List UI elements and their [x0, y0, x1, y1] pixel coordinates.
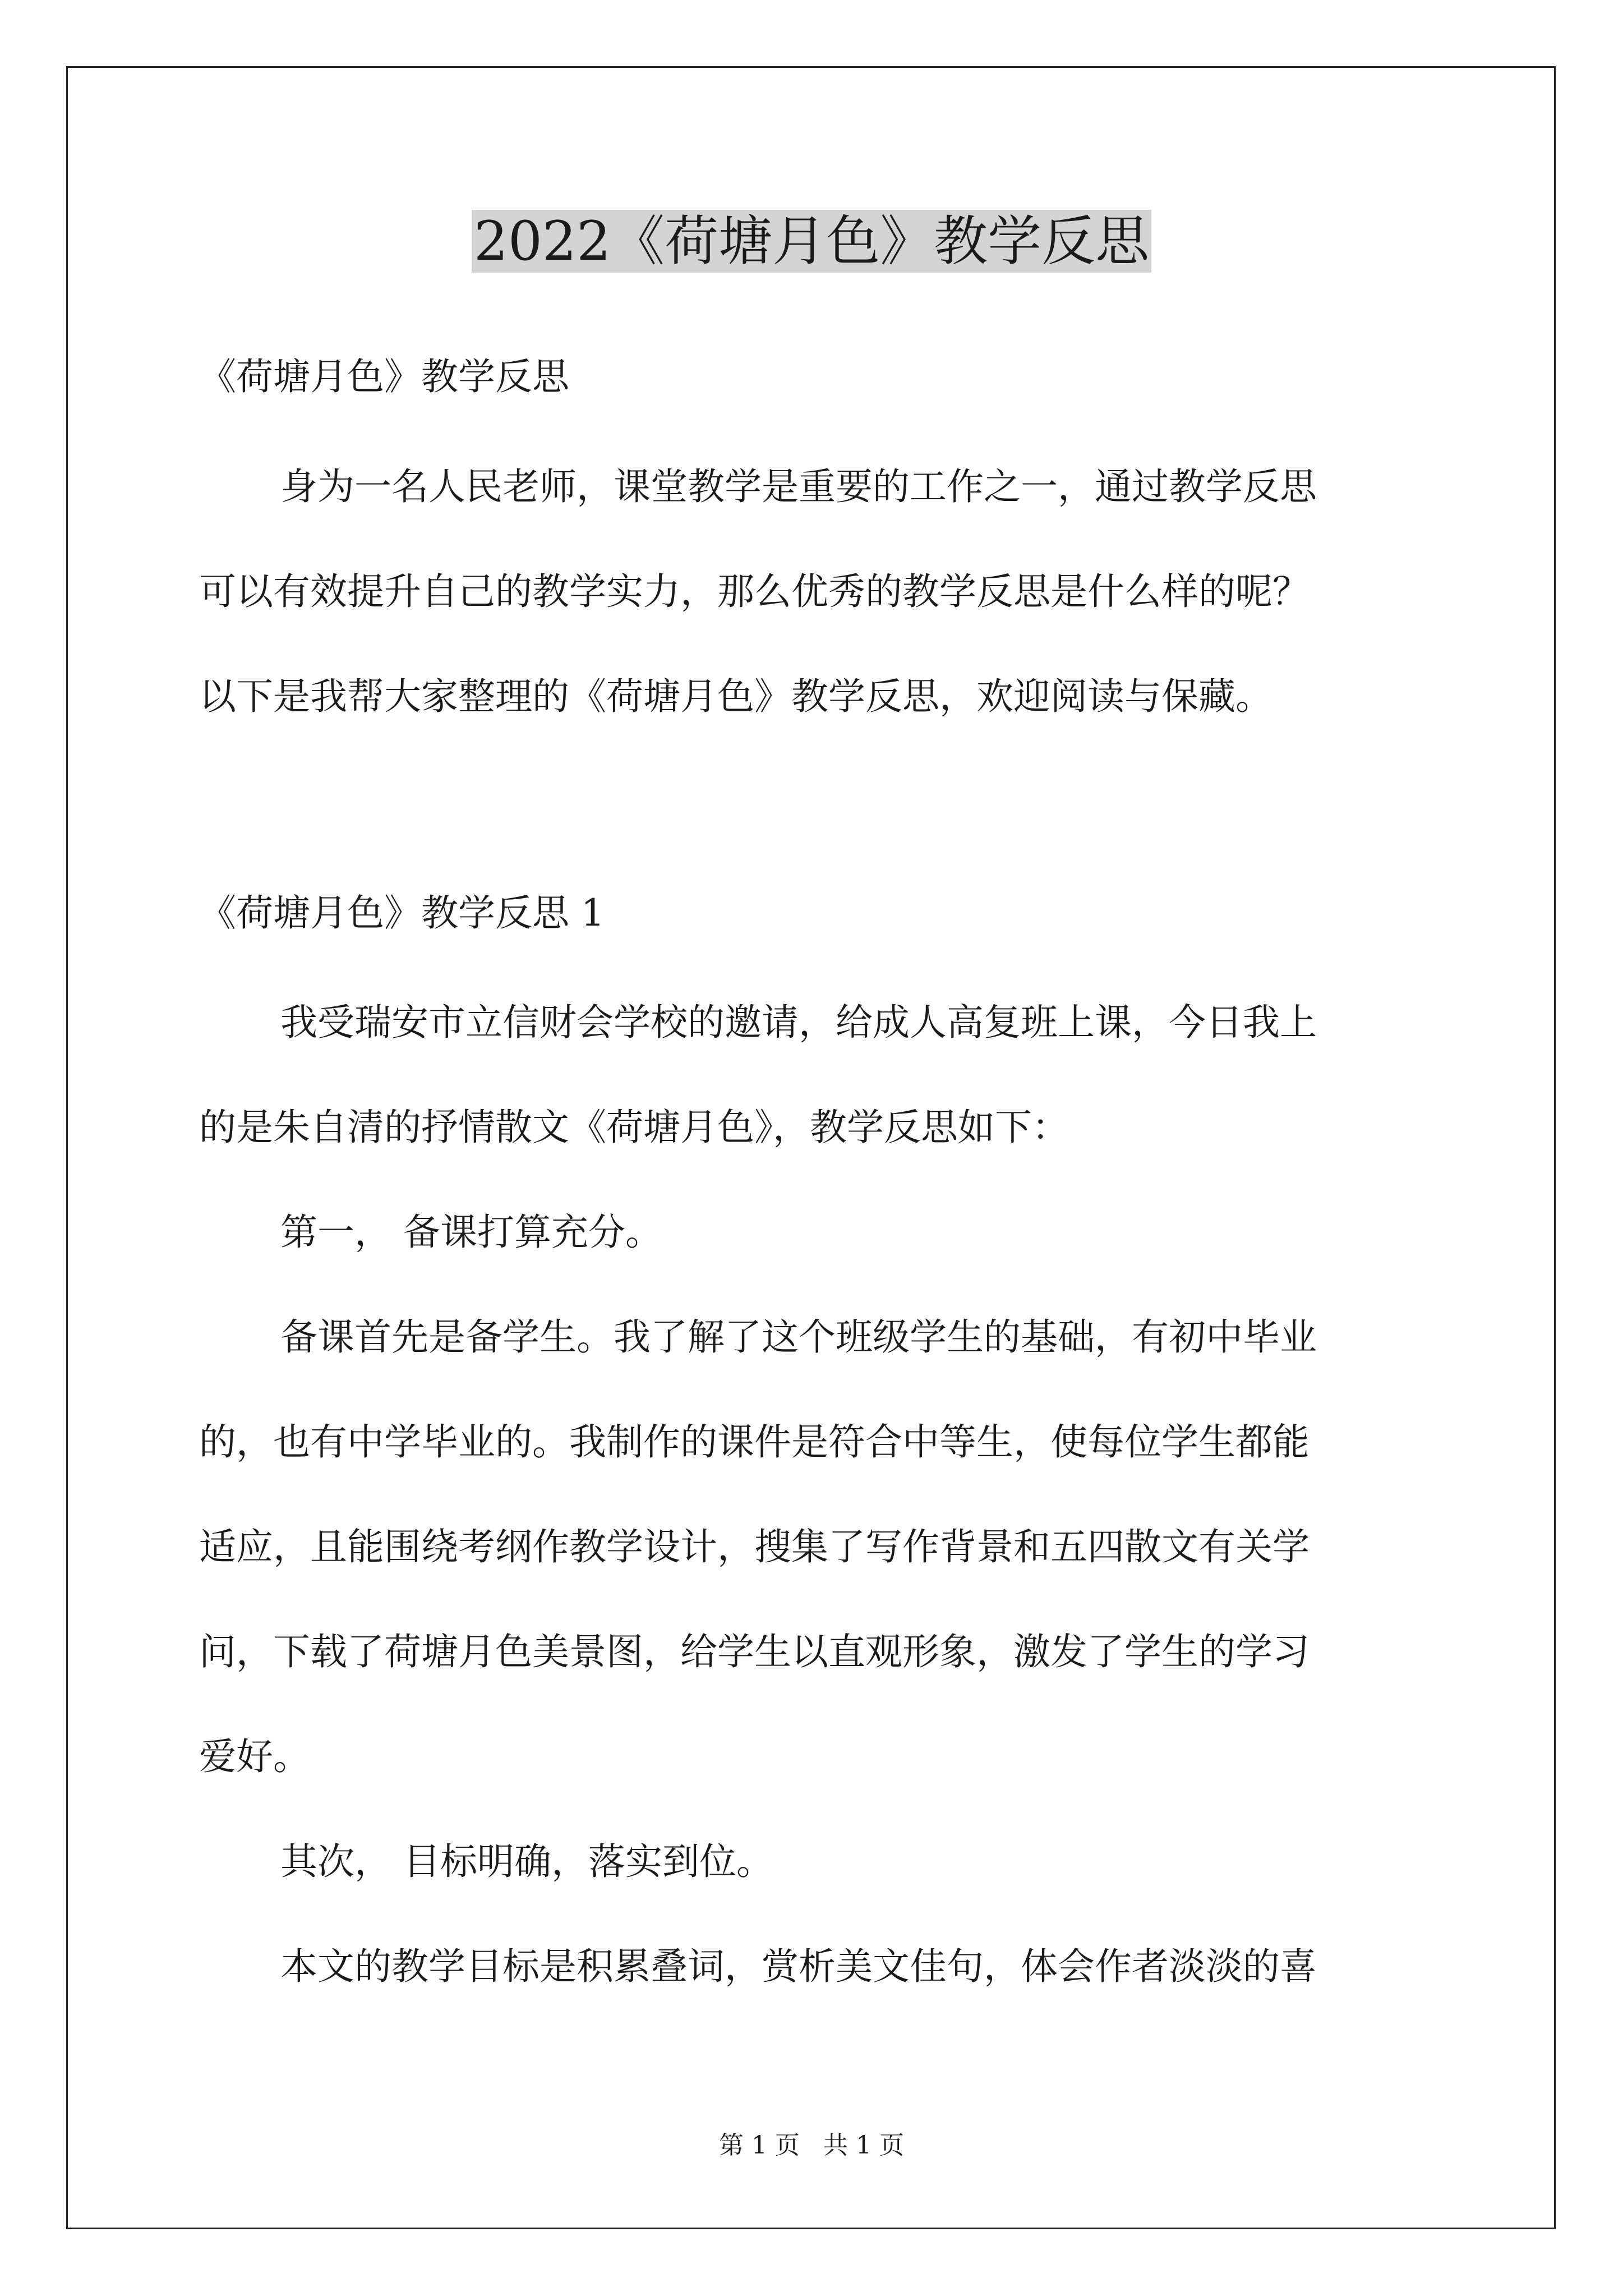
- document-title: [0, 205, 1623, 278]
- body-line: 本文的教学目标是积累叠词，赏析美文佳句，体会作者淡淡的喜: [280, 1945, 1317, 1988]
- body-line: 备课首先是备学生。我了解了这个班级学生的基础，有初中毕业: [280, 1315, 1317, 1359]
- subtitle: 《荷塘月色》教学反思: [199, 355, 569, 398]
- body-line: 我受瑞安市立信财会学校的邀请，给成人高复班上课，今日我上: [280, 1001, 1317, 1044]
- page-total: 共 1 页: [823, 2131, 904, 2160]
- document-title-text: 2022《荷塘月色》教学反思: [472, 210, 1151, 273]
- body-line: 的是朱自清的抒情散文《荷塘月色》，教学反思如下：: [199, 1106, 1069, 1149]
- body-line: 适应，且能围绕考纲作教学设计，搜集了写作背景和五四散文有关学: [199, 1525, 1310, 1568]
- body-line: 爱好。: [199, 1735, 310, 1778]
- body-line: 第一， 备课打算充分。: [280, 1211, 662, 1254]
- page-footer: [0, 2129, 1623, 2162]
- intro-line: 可以有效提升自己的教学实力，那么优秀的教学反思是什么样的呢？: [199, 570, 1310, 613]
- body-line: 其次， 目标明确，落实到位。: [280, 1840, 773, 1883]
- section-heading: 《荷塘月色》教学反思 1: [199, 891, 605, 935]
- body-line: 问，下载了荷塘月色美景图，给学生以直观形象，激发了学生的学习: [199, 1630, 1310, 1673]
- body-line: 的，也有中学毕业的。我制作的课件是符合中等生，使每位学生都能: [199, 1420, 1310, 1464]
- intro-line: 以下是我帮大家整理的《荷塘月色》教学反思，欢迎阅读与保藏。: [199, 675, 1272, 718]
- page-number: 第 1 页: [719, 2131, 800, 2160]
- intro-line: 身为一名人民老师，课堂教学是重要的工作之一，通过教学反思: [280, 465, 1317, 508]
